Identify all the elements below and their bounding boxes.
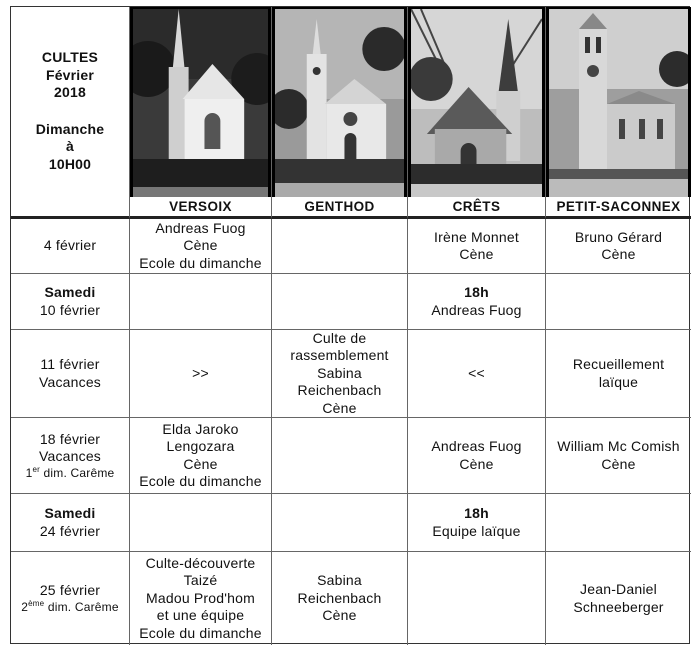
service-line: Reichenbach: [297, 589, 382, 606]
church-header-crets: CRÊTS: [408, 197, 546, 219]
date-note: Vacances: [38, 448, 102, 464]
row-date: [11, 494, 130, 552]
service-line: Cène: [601, 455, 636, 472]
service-line: Culte-découverte: [145, 554, 256, 571]
service-petit-saconnex: [546, 494, 691, 552]
title-line-time: 10H00: [48, 155, 92, 172]
service-petit-saconnex: [546, 418, 691, 494]
service-genthod: [272, 274, 408, 330]
lent-sunday-note: 1er dim. Carême: [25, 464, 115, 480]
date-label: 11 février: [40, 356, 100, 372]
service-line: Elda Jaroko: [162, 420, 239, 437]
service-line: Cène: [459, 246, 494, 262]
service-line: Andreas Fuog: [431, 301, 522, 318]
service-petit-saconnex: [546, 330, 691, 418]
service-line: William Mc Comish: [557, 438, 680, 454]
church-photo-genthod: [272, 7, 408, 197]
service-petit-saconnex: [546, 219, 691, 274]
date-day-label: Samedi: [44, 284, 96, 300]
title-line-day: Dimanche: [35, 120, 105, 137]
redirect-arrow: <<: [468, 364, 485, 381]
service-line: Lengozara: [166, 438, 235, 454]
service-line: Madou Prod'hom: [146, 589, 255, 606]
service-crets: [408, 274, 546, 330]
church-photo-petit-saconnex: [546, 7, 691, 197]
service-versoix: [130, 418, 272, 494]
service-line: Irène Monnet: [434, 228, 519, 245]
service-versoix: [130, 494, 272, 552]
service-line: Cène: [183, 455, 218, 472]
redirect-arrow: >>: [192, 364, 209, 381]
service-crets: [408, 418, 546, 494]
title-line-a: à: [66, 138, 74, 154]
date-note: Vacances: [38, 373, 102, 390]
service-line: Cène: [601, 246, 636, 262]
row-date: [11, 418, 130, 494]
service-line: Bruno Gérard: [574, 228, 663, 245]
service-line: Ecole du dimanche: [139, 254, 262, 271]
service-line: Culte de: [312, 329, 367, 346]
service-line: Jean-Daniel: [580, 581, 657, 597]
lent-sunday-note: 2ème dim. Carême: [21, 598, 119, 614]
title-line-cultes: CULTES: [41, 49, 99, 65]
service-genthod: [272, 330, 408, 418]
title-line-year: 2018: [54, 84, 86, 100]
service-crets: [408, 494, 546, 552]
date-label: 24 février: [39, 522, 101, 539]
service-line: Reichenbach: [297, 382, 382, 399]
service-versoix: [130, 552, 272, 645]
service-versoix: [130, 274, 272, 330]
service-crets: [408, 552, 546, 645]
service-genthod: [272, 418, 408, 494]
service-line: Equipe laïque: [432, 522, 521, 539]
service-line: Andreas Fuog: [155, 219, 246, 236]
church-header-versoix: VERSOIX: [130, 197, 272, 219]
church-photo-versoix: [130, 7, 272, 197]
service-versoix: [130, 219, 272, 274]
service-line: Cène: [322, 607, 357, 624]
service-line: Recueillement: [572, 356, 665, 372]
title-line-month: Février: [45, 66, 95, 83]
title-cell-divider: [11, 197, 130, 219]
service-time: 18h: [464, 505, 489, 521]
service-versoix: [130, 330, 272, 418]
service-line: Sabina: [317, 572, 362, 589]
row-date: [11, 552, 130, 645]
service-line: et une équipe: [156, 607, 245, 624]
service-line: Sabina: [317, 364, 362, 381]
service-line: Ecole du dimanche: [139, 624, 262, 641]
service-line: laïque: [598, 373, 639, 390]
church-header-genthod: GENTHOD: [272, 197, 408, 219]
service-petit-saconnex: [546, 552, 691, 645]
date-label: 10 février: [39, 301, 101, 318]
row-date: [11, 219, 130, 274]
row-date: [11, 330, 130, 418]
service-line: Andreas Fuog: [431, 438, 522, 454]
schedule-title: [11, 7, 130, 219]
service-genthod: [272, 494, 408, 552]
date-day-label: Samedi: [44, 505, 96, 521]
date-label: 25 février: [39, 582, 101, 599]
service-line: Cène: [183, 237, 218, 254]
service-genthod: [272, 219, 408, 274]
service-line: Cène: [322, 399, 357, 416]
service-crets: [408, 219, 546, 274]
service-genthod: [272, 552, 408, 645]
worship-schedule-table: [10, 6, 690, 644]
service-line: Taizé: [183, 572, 218, 589]
row-date: [11, 274, 130, 330]
service-time: 18h: [464, 284, 489, 300]
service-petit-saconnex: [546, 274, 691, 330]
service-line: rassemblement: [290, 347, 389, 364]
service-line: Cène: [459, 455, 494, 472]
church-header-petit-saconnex: PETIT-SACONNEX: [546, 197, 691, 219]
service-crets: [408, 330, 546, 418]
date-label: 18 février: [39, 430, 101, 447]
church-photo-crets: [408, 7, 546, 197]
date-label: 4 février: [43, 237, 97, 254]
service-line: Schneeberger: [573, 598, 664, 615]
service-line: Ecole du dimanche: [139, 473, 262, 489]
